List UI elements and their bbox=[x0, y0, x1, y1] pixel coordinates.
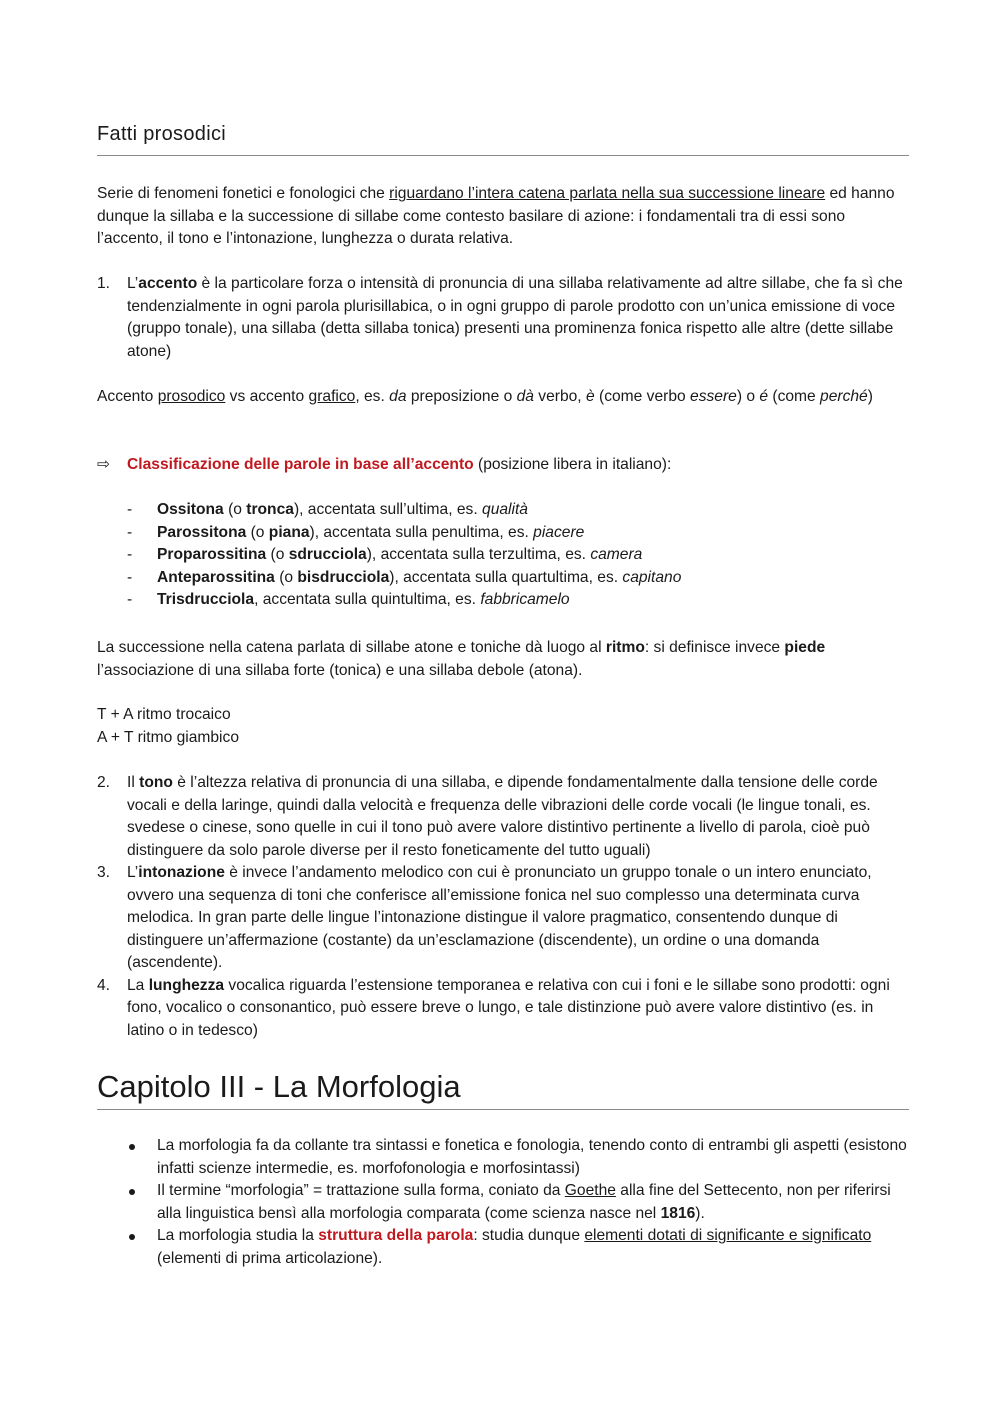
foot-trocaico: T + A ritmo trocaico bbox=[97, 706, 231, 723]
accent-paragraph: Accento prosodico vs accento grafico, es. da preposizione o dà verbo, è (come verbo essere) o é (come perché) bbox=[97, 388, 873, 405]
chapter-divider bbox=[97, 1109, 909, 1110]
bullet-icon bbox=[129, 1144, 135, 1150]
numbered-list-1 bbox=[97, 273, 909, 363]
classification-heading: ⇨ Classificazione delle parole in base all’accento (posizione libera in italiano): bbox=[97, 454, 939, 477]
numbered-list-2 bbox=[97, 772, 909, 1042]
list-item-tono: 2. Il tono è l’altezza relativa di pronuncia di una sillaba, e dipende fondamentalmente dalla tensione delle corde vocali e della laringe, quindi dalla velocità e frequenza delle vibrazioni delle corde vocali (le lingue tonali, es. svedese o cinese, sono quelle in cui il tono può avere valore distintivo pertinente a livello di parola, cioè può distinguere da solo parole diverse per il resto foneticamente del tutto uguali) bbox=[97, 774, 878, 859]
list-item: - Proparossitina (o sdrucciola), accentata sulla terzultima, es. camera bbox=[127, 546, 643, 563]
list-item: - Parossitona (o piana), accentata sulla penultima, es. piacere bbox=[127, 523, 585, 541]
bullet-icon bbox=[129, 1189, 135, 1195]
section-divider bbox=[97, 155, 909, 156]
foot-giambico: A + T ritmo giambico bbox=[97, 728, 239, 746]
list-item: - Anteparossitina (o bisdrucciola), accentata sulla quartultima, es. capitano bbox=[127, 568, 682, 586]
list-item-lunghezza: 4. La lunghezza vocalica riguarda l’estensione temporanea e relativa con cui i foni e le sillabe sono prodotti: ogni fono, vocalico o consonantico, può essere breve o lungo, e tale distinzione può avere valore distintivo (es. in latino o in tedesco) bbox=[97, 976, 890, 1039]
bullet-item: La morfologia studia la struttura della parola: studia dunque elementi dotati di significante e significato (elementi di prima articolazione). bbox=[97, 1225, 909, 1270]
bullet-item: Il termine “morfologia” = trattazione sulla forma, coniato da Goethe alla fine del Settecento, non per riferirsi alla linguistica bensì alla morfologia comparata (come scienza nasce nel 1816). bbox=[97, 1180, 909, 1225]
document-page bbox=[97, 0, 909, 1267]
intro-underlined: riguardano l’intera catena parlata nella sua successione lineare bbox=[389, 185, 826, 202]
rhythm-paragraph: La successione nella catena parlata di sillabe atone e toniche dà luogo al ritmo: si definisce invece piede l’associazione di una sillaba forte (tonica) e una sillaba debole (atona). bbox=[97, 639, 826, 679]
feet-lines bbox=[97, 704, 909, 749]
accent-type-list bbox=[97, 499, 909, 612]
morphology-bullets bbox=[97, 1135, 909, 1270]
list-item: - Trisdrucciola, accentata sulla quintultima, es. fabbricamelo bbox=[127, 591, 570, 608]
list-item-intonazione: 3. L’intonazione è invece l’andamento melodico con cui è pronunciato un gruppo tonale o un intero enunciato, ovvero una sequenza di toni che conferisce all’emissione fonica nel suo complesso una determinata curva melodica. In gran parte delle lingue l’intonazione distingue il valore pragmatico, consentendo dunque di distinguere un’affermazione (costante) da un’esclamazione (discendente), un ordine o una domanda (ascendente). bbox=[97, 864, 872, 971]
bullet-item: La morfologia fa da collante tra sintassi e fonetica e fonologia, tenendo conto di entrambi gli aspetti (esistono infatti scienze intermedie, es. morfofonologia e morfosintassi) bbox=[97, 1135, 909, 1180]
list-item-accento: 1. L’accento è la particolare forza o intensità di pronuncia di una sillaba relativamente ad altre sillabe, che fa sì che tendenzialmente in ogni parola plurisillabica, o in ogni gruppo di parole prodotto con un’unica emissione di voce (gruppo tonale), una sillaba (detta sillaba tonica) presenti una prominenza fonica rispetto alle altre (dette sillabe atone) bbox=[97, 275, 903, 360]
intro-paragraph: Serie di fenomeni fonetici e fonologici che riguardano l’intera catena parlata nella sua successione lineare ed hanno dunque la sillaba e la successione di sillabe come contesto basilare di azione: i fondamentali tra di essi sono l’accento, il tono e l’intonazione, lunghezza o durata relativa. bbox=[97, 185, 895, 247]
arrow-right-icon: ⇨ bbox=[97, 456, 111, 473]
list-item: - Ossitona (o tronca), accentata sull’ultima, es. qualità bbox=[127, 501, 528, 518]
bullet-icon bbox=[129, 1234, 135, 1240]
chapter-title: Capitolo III - La Morfologia bbox=[97, 1069, 461, 1104]
section-title: Fatti prosodici bbox=[97, 123, 226, 145]
